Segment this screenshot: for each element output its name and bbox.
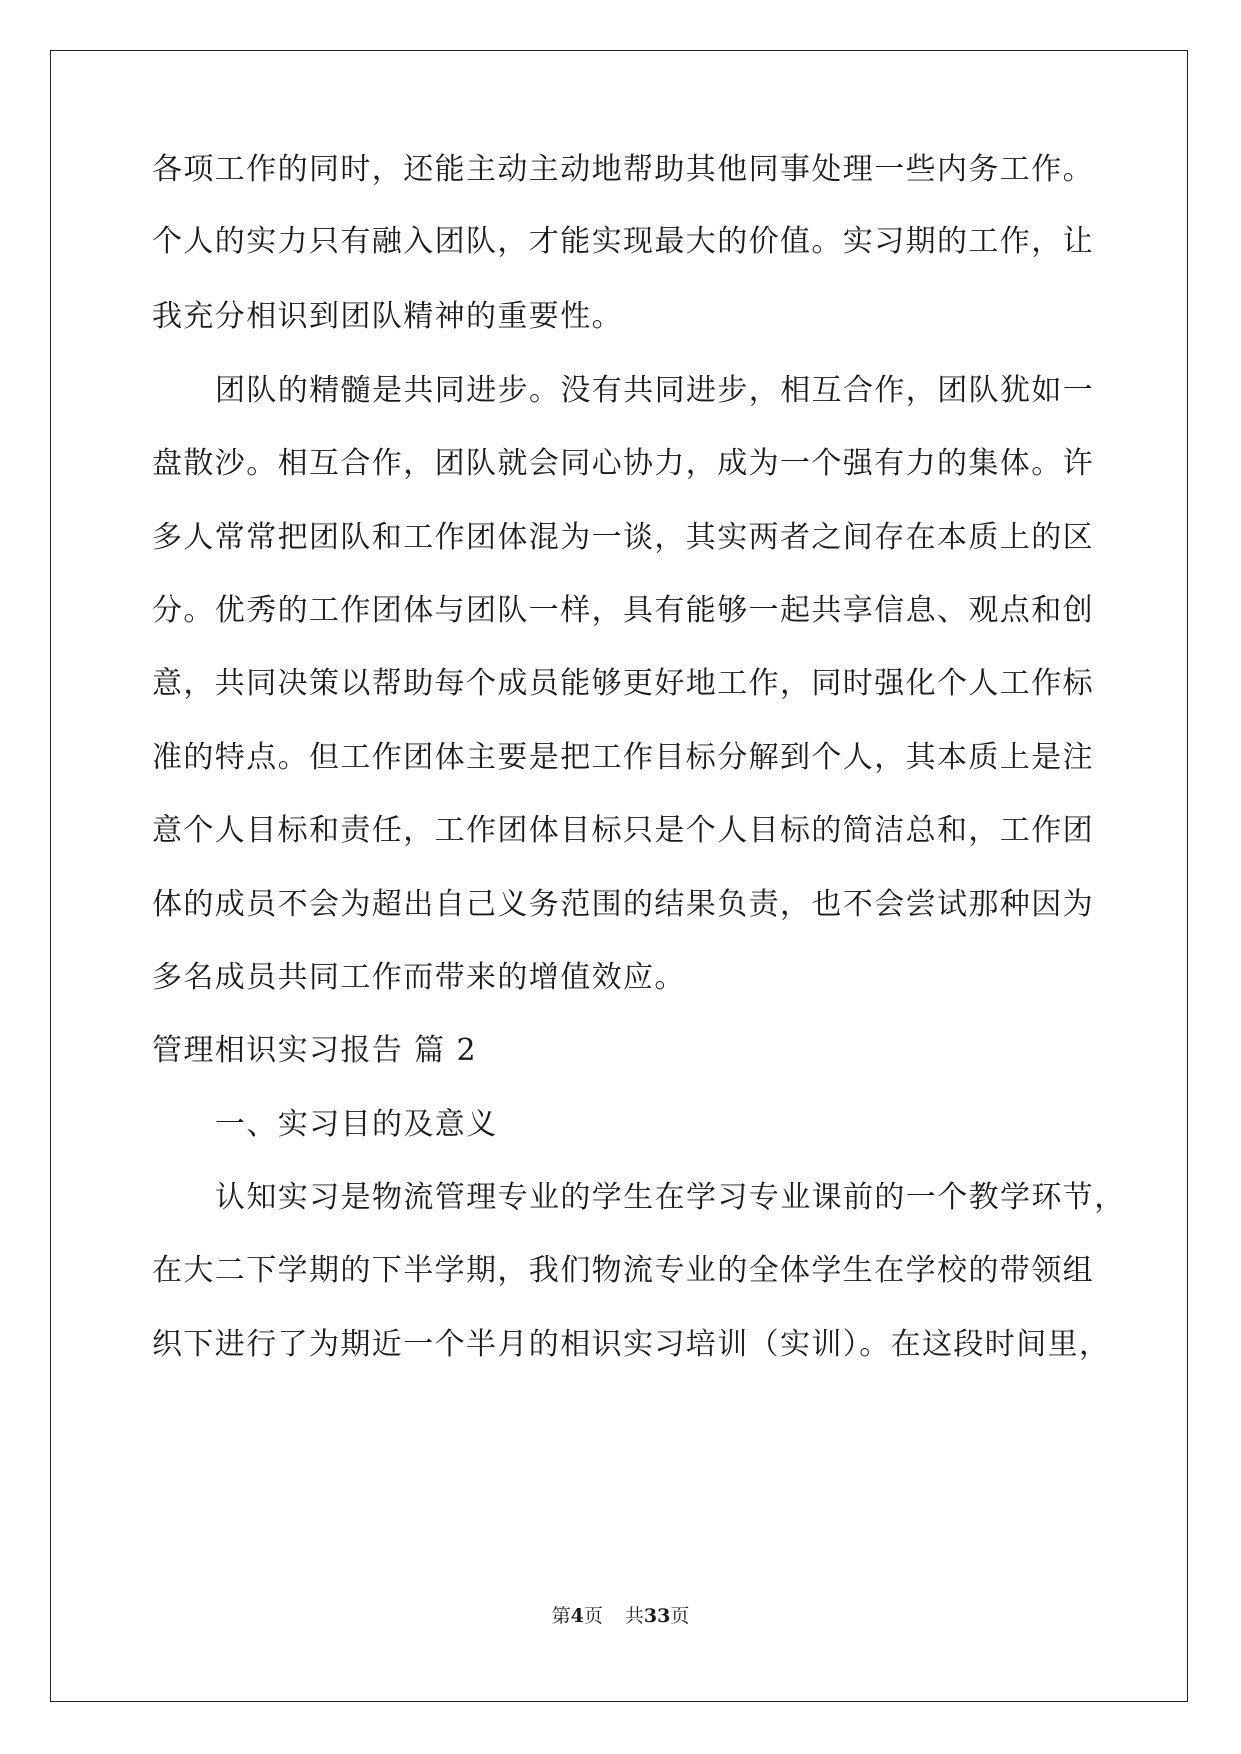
body-line-4: 团队的精髓是共同进步。没有共同进步，相互合作，团队犹如一: [215, 373, 1095, 408]
body-line-7: 分。优秀的工作团体与团队一样，具有能够一起共享信息、观点和创: [152, 593, 1094, 628]
body-line-10: 意个人目标和责任，工作团体目标只是个人目标的简洁总和，工作团: [152, 813, 1094, 848]
body-line-12: 多名成员共同工作而带来的增值效应。: [152, 960, 686, 995]
body-line-13: 认知实习是物流管理专业的学生在学习专业课前的一个教学环节，: [215, 1180, 1126, 1215]
body-line-5: 盘散沙。相互合作，团队就会同心协力，成为一个强有力的集体。许: [152, 446, 1094, 481]
body-line-8: 意，共同决策以帮助每个成员能够更好地工作，同时强化个人工作标: [152, 666, 1094, 701]
subsection-heading: 一、实习目的及意义: [215, 1107, 498, 1142]
page-suffix: 页: [583, 1605, 603, 1627]
body-line-1: 各项工作的同时，还能主动主动地帮助其他同事处理一些内务工作。: [152, 152, 1094, 187]
body-line-15: 织下进行了为期近一个半月的相识实习培训（实训）。在这段时间里，: [152, 1327, 1111, 1362]
total-page-count: 33: [643, 1605, 671, 1627]
total-suffix: 页: [670, 1605, 690, 1627]
body-line-11: 体的成员不会为超出自己义务范围的结果负责，也不会尝试那种因为: [152, 887, 1094, 922]
body-line-6: 多人常常把团队和工作团体混为一谈，其实两者之间存在本质上的区: [152, 520, 1094, 555]
page-footer: [0, 1604, 1241, 1628]
body-line-3: 我充分相识到团队精神的重要性。: [152, 299, 623, 334]
page-prefix: 第: [551, 1605, 571, 1627]
body-line-9: 准的特点。但工作团体主要是把工作目标分解到个人，其本质上是注: [152, 740, 1094, 775]
total-prefix: 共: [624, 1605, 644, 1627]
section-heading: 管理相识实习报告 篇 2: [152, 1033, 477, 1068]
body-line-14: 在大二下学期的下半学期，我们物流专业的全体学生在学校的带领组: [152, 1253, 1094, 1288]
body-line-2: 个人的实力只有融入团队，才能实现最大的价值。实习期的工作，让: [152, 224, 1094, 259]
current-page-number: 4: [570, 1605, 584, 1627]
